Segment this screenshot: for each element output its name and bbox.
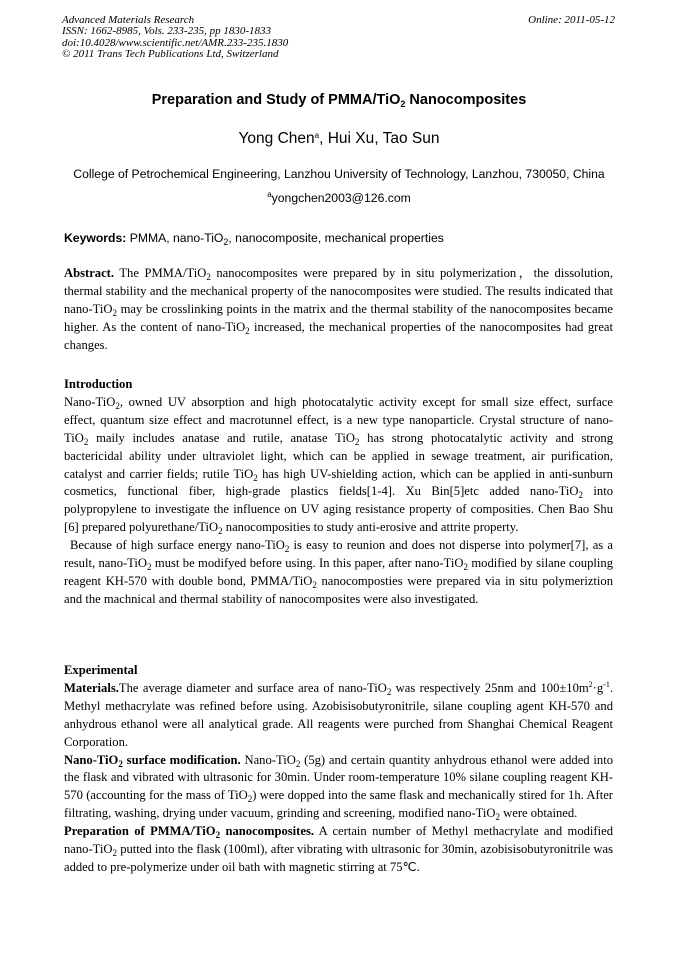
experimental-section bbox=[64, 662, 613, 877]
preparation-paragraph: Preparation of PMMA/TiO$_2$ nanocomposites. A certain number of Methyl methacrylate and modified nano-TiO$_2$ putted into the flask (100ml), after vibrating with ultrasonic for 30min, azobisisobutyronitrile was added to pre-polymerize under oil bath with magnetic stirring at 75℃. bbox=[64, 824, 613, 874]
materials-paragraph: Materials.The average diameter and surface area of nano-TiO$_2$ was respectively 25nm and $100\pm 10m^2\cdot g^{-1}$. Methyl methacrylate was refined before using. Azobisisobutyronitrile, silane coupling agent KH-570 and anhydrous ethanol were all analytical grade. All reagents were purched from Shanghai Chemical Reagent Corporation. bbox=[64, 679, 613, 749]
introduction-heading: Introduction bbox=[64, 377, 133, 391]
abstract: Abstract. The PMMA/TiO$_2$ nanocomposites were prepared by in situ polymerization，the dissolution, thermal stability and the mechanical property of the nanocomposites were studied. The results indicated that nano-TiO$_2$ may be crosslinking points in the matrix and the thermal stability of the nanocomposites became higher. As the content of nano-TiO$_2$ increased, the mechanical properties of the nanocomposites had great changes. bbox=[64, 266, 614, 352]
introduction-paragraph-1: Nano-TiO$_2$, owned UV absorption and high photocatalytic activity except for small size effect, surface effect, quantum size effect and macrotunnel effect, is a new type nanoparticle. Crystal structure of nano- TiO$_2$ maily includes anatase and rutile, anatase TiO$_2$ has strong photocatalytic activity and strong bactericidal ability under ultraviolet light, which can be applied in sewage treatment, air purification, catalyst and carrier fields; rutile TiO$_2$ has high UV-shielding action, which can be applied in anti-sunburn cosmetics, functional fiber, high-grade plastics fields[1-4]. Xu Bin[5]etc added nano-TiO$_2$ into polypropylene to investigate the influence on UV aging resistance property of composities. Chen Bao Shu [6] prepared polyurethane/TiO$_2$ nanocomposities to study anti-erosive and attrite property. bbox=[64, 394, 614, 537]
affiliation: College of Petrochemical Engineering, Lanzhou University of Technology, Lanzhou, 730050, China bbox=[73, 167, 605, 181]
introduction-paragraph-2: Because of high surface energy nano-TiO$_2$ is easy to reunion and does not disperse into polymer[7], as a result, nano-TiO$_2$ must be modifyed before using. In this paper, after nano-TiO$_2$ modified by silane coupling reagent KH-570 with double bond, PMMA/TiO$_2$ nanocomposties were prepared via in situ polymeriztion and the machnical and thermal stability of nanocomposites were also investigated. bbox=[64, 538, 613, 606]
journal-issn: ISSN: 1662-8985, Vols. 233-235, pp 1830-1833 bbox=[62, 25, 271, 38]
paper-title: Preparation and Study of PMMA/TiO$_2$ Nanocomposites bbox=[151, 92, 527, 109]
journal-name: Advanced Materials Research bbox=[62, 14, 195, 26]
keywords: Keywords: PMMA, nano-TiO$_2$, nanocomposite, mechanical properties bbox=[64, 231, 444, 247]
experimental-heading: Experimental bbox=[64, 663, 138, 677]
journal-header bbox=[62, 15, 615, 61]
online-date: Online: 2011-05-12 bbox=[528, 14, 615, 26]
journal-doi: doi:10.4028/www.scientific.net/AMR.233-235.1830 bbox=[62, 36, 289, 49]
surface-modification-paragraph: Nano-TiO$_2$ surface modification. Nano-TiO$_2$ (5g) and certain quantity anhydrous ethanol were added into the flask and vibrated with ultrasonic for 30min. Under room-temperature 10% silane coupling reagent KH-570 (accounting for the mass of TiO$_2$) were dopped into the same flask and mechanically stired for 1h. After filtrating, washing, drying under vacuum, grinding and screening, modified nano-TiO$_2$ were obtained. bbox=[64, 752, 614, 823]
author-email: $^a$yongchen2003@126.com bbox=[267, 190, 411, 205]
author-list: Yong Chen$^a$, Hui Xu, Tao Sun bbox=[238, 130, 440, 147]
journal-copyright: © 2011 Trans Tech Publications Ltd, Switzerland bbox=[62, 48, 279, 61]
introduction-section bbox=[64, 376, 613, 609]
